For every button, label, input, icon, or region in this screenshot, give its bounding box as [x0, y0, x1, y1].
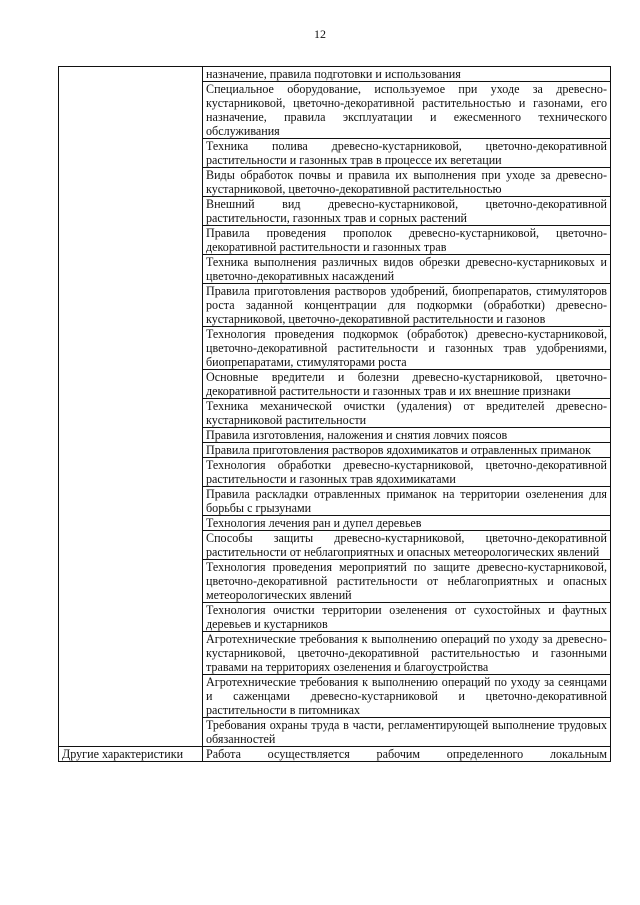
knowledge-item: Технология проведения мероприятий по защите древесно-кустарниковой, цветочно-декоративной растительности от неблагоприятных и опасных метеорологических явлений [203, 560, 611, 603]
knowledge-item: Технология обработки древесно-кустарниковой, цветочно-декоративной растительности и газонных трав ядохимикатами [203, 458, 611, 487]
knowledge-item: Основные вредители и болезни древесно-кустарниковой, цветочно-декоративной растительности и газонных трав и их внешние признаки [203, 370, 611, 399]
knowledge-item: Виды обработок почвы и правила их выполнения при уходе за древесно-кустарниковой, цветочно-декоративной растительностью [203, 168, 611, 197]
knowledge-item: Технология лечения ран и дупел деревьев [203, 516, 611, 531]
knowledge-item: Правила проведения прополок древесно-кустарниковой, цветочно-декоративной растительности и газонных трав [203, 226, 611, 255]
requirements-table [58, 66, 611, 762]
table-row [59, 67, 611, 82]
knowledge-item: Правила изготовления, наложения и снятия ловчих поясов [203, 428, 611, 443]
knowledge-item: Правила раскладки отравленных приманок на территории озеленения для борьбы с грызунами [203, 487, 611, 516]
knowledge-item: назначение, правила подготовки и использования [203, 67, 611, 82]
knowledge-item: Агротехнические требования к выполнению операций по уходу за древесно-кустарниковой, цветочно-декоративной растительностью и газонными травами на территориях озеленения и благоустройства [203, 632, 611, 675]
other-characteristics-text: Работа осуществляется рабочим определенного локальным [203, 747, 611, 762]
knowledge-item: Правила приготовления растворов удобрений, биопрепаратов, стимуляторов роста заданной концентрации для подкормки (обработки) древесно-кустарниковой, цветочно-декоративной растительности и газонов [203, 284, 611, 327]
knowledge-item: Технология очистки территории озеленения от сухостойных и фаутных деревьев и кустарников [203, 603, 611, 632]
knowledge-item: Техника полива древесно-кустарниковой, цветочно-декоративной растительности и газонных трав в процессе их вегетации [203, 139, 611, 168]
knowledge-item: Техника выполнения различных видов обрезки древесно-кустарниковых и цветочно-декоративных насаждений [203, 255, 611, 284]
knowledge-item: Требования охраны труда в части, регламентирующей выполнение трудовых обязанностей [203, 718, 611, 747]
knowledge-item: Способы защиты древесно-кустарниковой, цветочно-декоративной растительности от неблагоприятных и опасных метеорологических явлений [203, 531, 611, 560]
knowledge-item: Специальное оборудование, используемое при уходе за древесно-кустарниковой, цветочно-декоративной растительностью и газонами, его назначение, правила эксплуатации и ежесменного технического обслуживания [203, 82, 611, 139]
knowledge-item: Внешний вид древесно-кустарниковой, цветочно-декоративной растительности, газонных трав и сорных растений [203, 197, 611, 226]
requirements-table-body [59, 67, 611, 762]
knowledge-item: Правила приготовления растворов ядохимикатов и отравленных приманок [203, 443, 611, 458]
page-number: 12 [314, 27, 326, 41]
knowledge-label-cell [59, 67, 203, 747]
knowledge-item: Агротехнические требования к выполнению операций по уходу за сеянцами и саженцами древесно-кустарниковой и цветочно-декоративной растительности в питомниках [203, 675, 611, 718]
knowledge-item: Техника механической очистки (удаления) от вредителей древесно-кустарниковой растительности [203, 399, 611, 428]
other-characteristics-label: Другие характеристики [59, 747, 203, 762]
table-row-other [59, 747, 611, 762]
knowledge-item: Технология проведения подкормок (обработок) древесно-кустарниковой, цветочно-декоративной растительности и газонных трав удобрениями, биопрепаратами, стимуляторами роста [203, 327, 611, 370]
